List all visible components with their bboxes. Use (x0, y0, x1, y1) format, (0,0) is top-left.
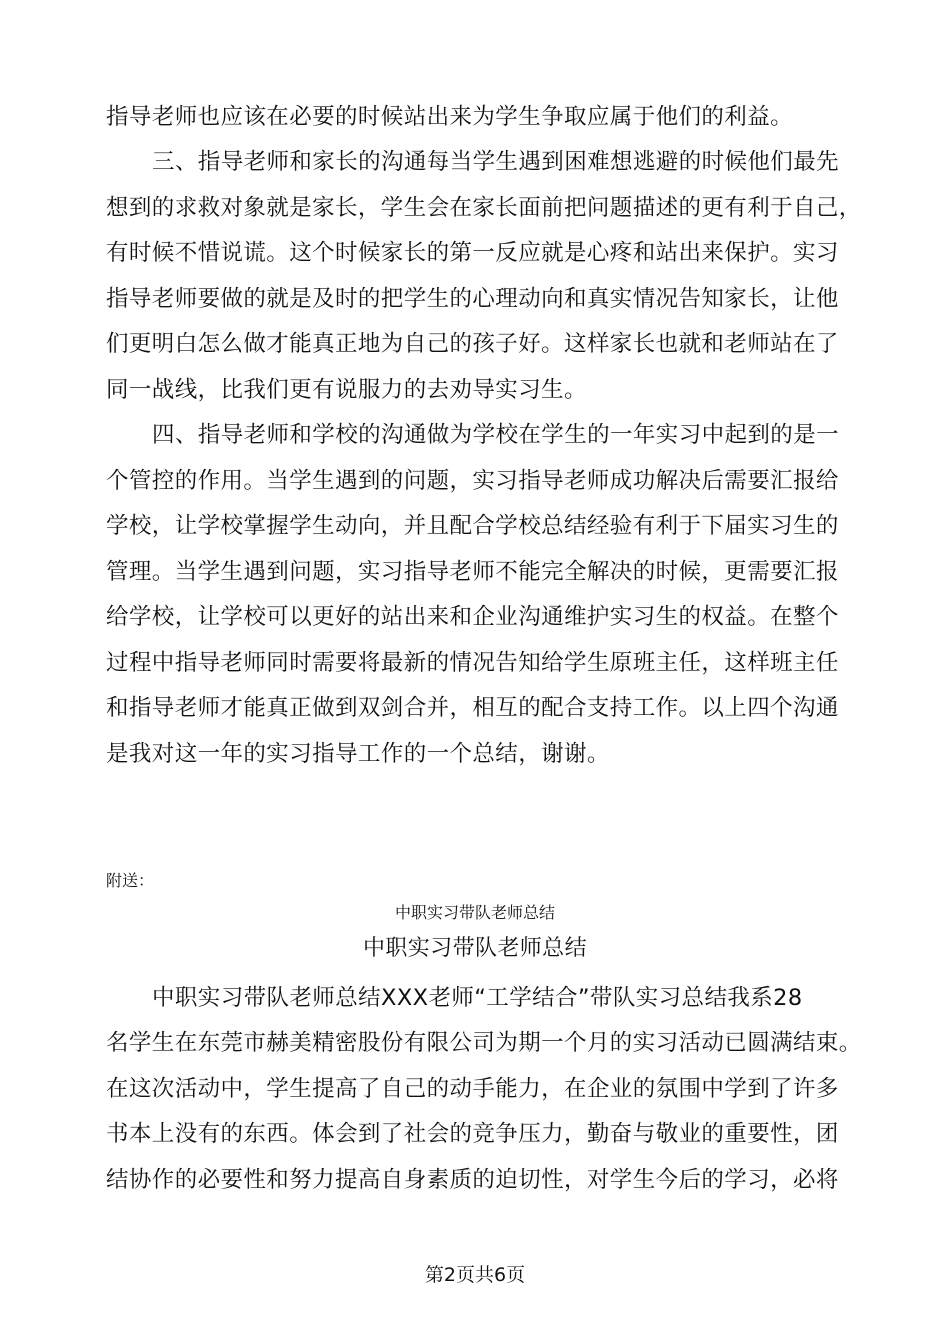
appendix-paragraph-line: 结协作的必要性和努力提高自身素质的迫切性，对学生今后的学习，必将 (106, 1167, 839, 1193)
section-four-heading-line: 四、指导老师和学校的沟通做为学校在学生的一年实习中起到的是一 (152, 422, 840, 448)
paragraph-line: 和指导老师才能真正做到双剑合并，相互的配合支持工作。以上四个沟通 (106, 695, 839, 721)
appendix-paragraph-line: 名学生在东莞市赫美精密股份有限公司为期一个月的实习活动已圆满结束。 (106, 1030, 862, 1056)
paragraph-line: 指导老师也应该在必要的时候站出来为学生争取应属于他们的利益。 (106, 104, 794, 130)
page-number: 第2页共6页 (424, 1264, 526, 1286)
paragraph-line: 给学校，让学校可以更好的站出来和企业沟通维护实习生的权益。在整个 (106, 604, 839, 630)
paragraph-line: 管理。当学生遇到问题，实习指导老师不能完全解决的时候，更需要汇报 (106, 559, 839, 585)
paragraph-line: 是我对这一年的实习指导工作的一个总结，谢谢。 (106, 741, 610, 767)
paragraph-line: 个管控的作用。当学生遇到的问题，实习指导老师成功解决后需要汇报给 (106, 468, 839, 494)
appendix-paragraph-line: 中职实习带队老师总结XXX老师“工学结合”带队实习总结我系28 (152, 985, 803, 1011)
paragraph-line: 有时候不惜说谎。这个时候家长的第一反应就是心疼和站出来保护。实习 (106, 240, 839, 266)
paragraph-line: 学校，让学校掌握学生动向，并且配合学校总结经验有利于下届实习生的 (106, 513, 839, 539)
paragraph-line: 过程中指导老师同时需要将最新的情况告知给学生原班主任，这样班主任 (106, 650, 839, 676)
paragraph-line: 指导老师要做的就是及时的把学生的心理动向和真实情况告知家长，让他 (106, 286, 839, 312)
appendix-paragraph-line: 在这次活动中，学生提高了自己的动手能力，在企业的氛围中学到了许多 (106, 1076, 839, 1102)
appendix-small-title: 中职实习带队老师总结 (394, 903, 555, 922)
appendix-label: 附送： (106, 871, 155, 890)
appendix-title: 中职实习带队老师总结 (362, 936, 587, 961)
paragraph-line: 们更明白怎么做才能真正地为自己的孩子好。这样家长也就和老师站在了 (106, 331, 839, 357)
appendix-paragraph-line: 书本上没有的东西。体会到了社会的竞争压力，勤奋与敬业的重要性，团 (106, 1121, 839, 1147)
paragraph-line: 想到的求救对象就是家长，学生会在家长面前把问题描述的更有利于自己， (106, 195, 862, 221)
paragraph-line: 同一战线，比我们更有说服力的去劝导实习生。 (106, 377, 587, 403)
section-three-heading-line: 三、指导老师和家长的沟通每当学生遇到困难想逃避的时候他们最先 (152, 149, 840, 175)
